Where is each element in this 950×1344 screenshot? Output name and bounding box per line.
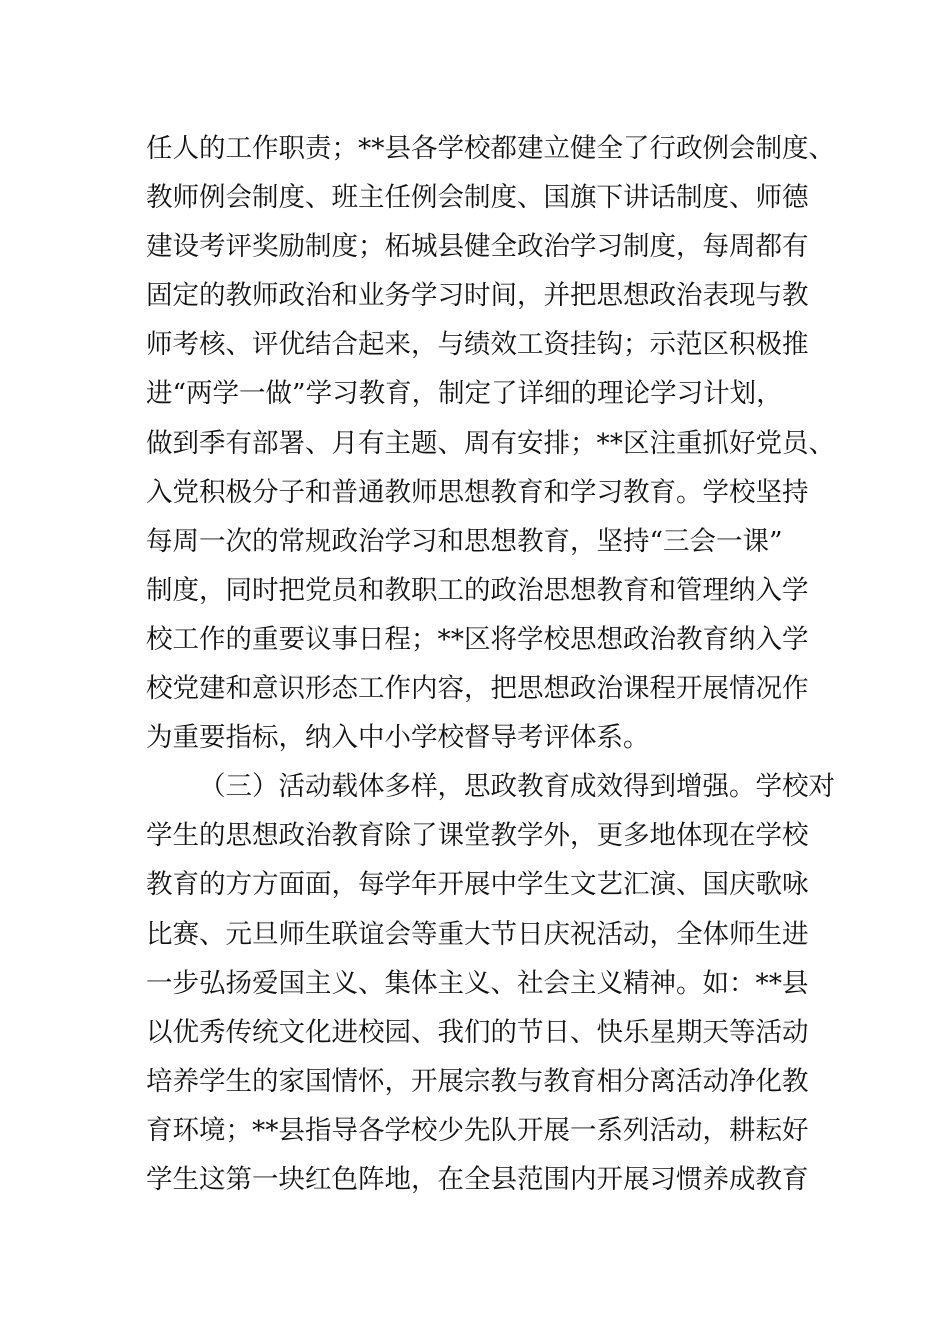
text-line: 制度，同时把党员和教职工的政治思想教育和管理纳入学 [146, 574, 809, 606]
text-line: 培养学生的家国情怀，开展宗教与教育相分离活动净化教 [146, 1065, 809, 1097]
text-line: 进“两学一做”学习教育，制定了详细的理论学习计划， [146, 378, 783, 410]
text-line: 一步弘扬爱国主义、集体主义、社会主义精神。如：**县 [146, 967, 809, 999]
text-line: 入党积极分子和普通教师思想教育和学习教育。学校坚持 [146, 476, 809, 508]
text-line: 建设考评奖励制度；柘城县健全政治学习制度，每周都有 [146, 231, 809, 263]
text-line: 比赛、元旦师生联谊会等重大节日庆祝活动，全体师生进 [146, 918, 809, 950]
text-line: 校党建和意识形态工作内容，把思想政治课程开展情况作 [146, 673, 809, 705]
text-line: 师考核、评优结合起来，与绩效工资挂钩；示范区积极推 [146, 329, 809, 361]
text-line: 固定的教师政治和业务学习时间，并把思想政治表现与教 [146, 280, 809, 312]
text-line: 学生这第一块红色阵地，在全县范围内开展习惯养成教育 [146, 1163, 809, 1195]
text-line: 校工作的重要议事日程；**区将学校思想政治教育纳入学 [146, 623, 809, 655]
text-line: 每周一次的常规政治学习和思想教育，坚持“三会一课” [146, 525, 783, 557]
text-line: 为重要指标，纳入中小学校督导考评体系。 [146, 722, 650, 754]
text-line: 育环境；**县指导各学校少先队开展一系列活动，耕耘好 [146, 1114, 809, 1146]
text-line: 做到季有部署、月有主题、周有安排；**区注重抓好党员、 [146, 427, 835, 459]
text-line: 教育的方方面面，每学年开展中学生文艺汇演、国庆歌咏 [146, 869, 809, 901]
text-line: 学生的思想政治教育除了课堂教学外，更多地体现在学校 [146, 820, 809, 852]
text-line: 教师例会制度、班主任例会制度、国旗下讲话制度、师德 [146, 182, 809, 214]
section-heading-line: （三）活动载体多样，思政教育成效得到增强。学校对 [199, 771, 835, 803]
body-text [146, 124, 835, 1204]
text-line: 以优秀传统文化进校园、我们的节日、快乐星期天等活动 [146, 1016, 809, 1048]
text-line: 任人的工作职责；**县各学校都建立健全了行政例会制度、 [146, 133, 835, 164]
